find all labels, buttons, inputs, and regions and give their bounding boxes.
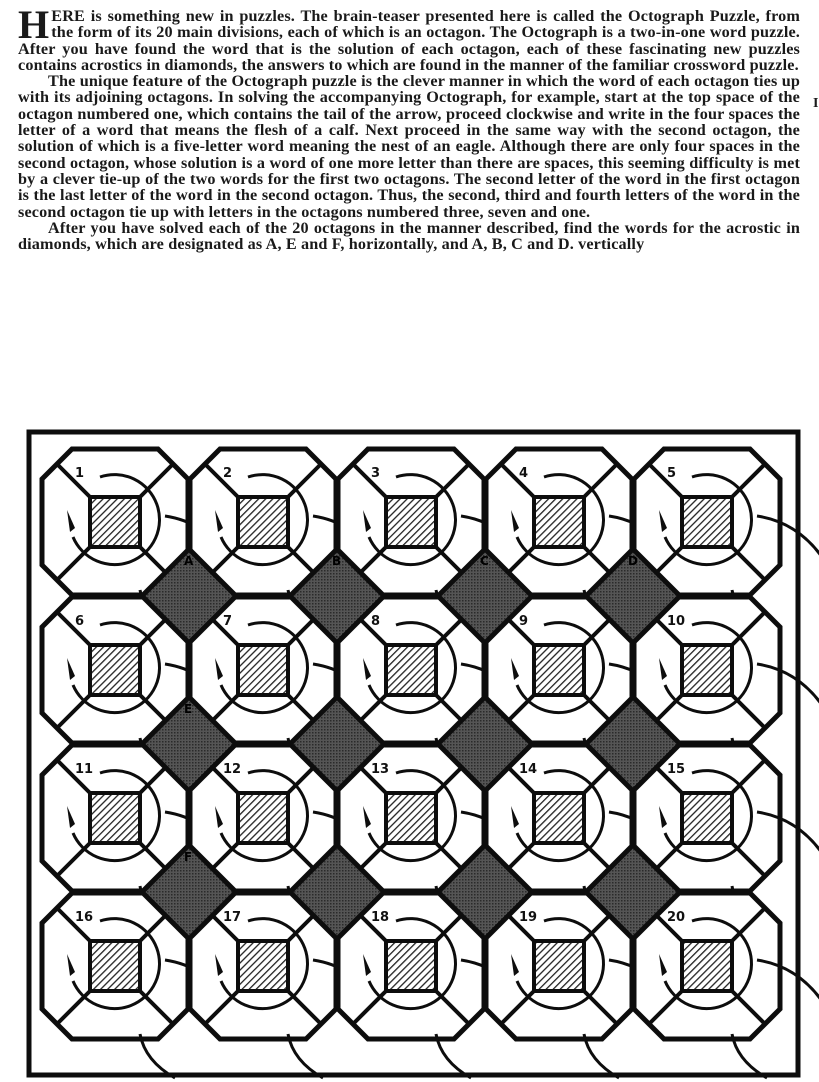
- hatched-square: [534, 497, 584, 547]
- octagon-number: 9: [519, 614, 529, 629]
- hatched-square: [90, 645, 140, 695]
- hatched-square: [386, 793, 436, 843]
- diamond-letter: C: [480, 554, 489, 568]
- hatched-square: [238, 793, 288, 843]
- octagon-number: 7: [223, 614, 233, 629]
- octagon-number: 1: [75, 466, 85, 481]
- hatched-square: [534, 941, 584, 991]
- hatched-square: [386, 497, 436, 547]
- diamond-letter: A: [184, 554, 194, 568]
- hatched-square: [238, 941, 288, 991]
- octagon-number: 8: [371, 614, 381, 629]
- hatched-square: [682, 645, 732, 695]
- octagon-grid: [42, 449, 819, 1078]
- hatched-square: [90, 497, 140, 547]
- octagon-number: 18: [371, 910, 390, 925]
- hatched-square: [90, 793, 140, 843]
- diamond-letter: F: [184, 850, 193, 864]
- diamond-letter: D: [628, 554, 638, 568]
- diamond-letter: E: [184, 702, 193, 716]
- octagon-number: 2: [223, 466, 233, 481]
- hatched-square: [386, 645, 436, 695]
- hatched-square: [534, 793, 584, 843]
- margin-mark: I: [813, 96, 819, 111]
- octagon-number: 11: [75, 762, 94, 777]
- diamond-letter: B: [332, 554, 342, 568]
- octagon-number: 3: [371, 466, 381, 481]
- octagon-number: 5: [667, 466, 677, 481]
- octagon-number: 14: [519, 762, 538, 777]
- octagon-number: 17: [223, 910, 242, 925]
- acrostic-paragraph: After you have solved each of the 20 octagons in the manner described, find the words for the acrostic in diamonds, which are designated as A, E and F, horizontally, and A, B, C and D. vertically: [18, 218, 800, 254]
- hatched-square: [386, 941, 436, 991]
- hatched-square: [238, 497, 288, 547]
- octagon-number: 13: [371, 762, 390, 777]
- hatched-square: [534, 645, 584, 695]
- hatched-square: [238, 645, 288, 695]
- octagon-number: 10: [667, 614, 686, 629]
- octagon-number: 19: [519, 910, 538, 925]
- rules-paragraph: The unique feature of the Octograph puzzle is the clever manner in which the word of each octagon ties up with its adjoining octagons. In solving the accompanying Octograph, for example, start at the top space of the octagon numbered one, which contains the tail of the arrow, proceed clockwise and write in the four spaces the letter of a word that means the flesh of a calf. Next proceed in the same way with the second octagon, the solution of which is a five-letter word meaning the nest of an eagle. Although there are only four spaces in the second octagon, whose solution is a word of one more letter than there are spaces, this seeming difficulty is met by a clever tie-up of the two words for the first two octagons. The second letter of the word in the first octagon is the last letter of the word in the second octagon. Thus, the second, third and fourth letters of the word in the second octagon tie up with letters in the octagons numbered three, seven and one.: [18, 72, 800, 221]
- hatched-square: [682, 497, 732, 547]
- hatched-square: [90, 941, 140, 991]
- octagon-number: 6: [75, 614, 85, 629]
- hatched-square: [682, 793, 732, 843]
- octagon-number: 12: [223, 762, 242, 777]
- intro-text: ERE is something new in puzzles. The brain-teaser presented here is called the Octograph Puzzle, from the form of its 20 main divisions, each of which is an octagon. The Octograph is a two-in-one word puzzle. After you have found the word that is the solution of each octagon, each of these fascinating new puzzles contains acrostics in diamonds, the answers to which are found in the manner of the familiar crossword puzzle.: [18, 7, 800, 74]
- octagon-cell[interactable]: [634, 893, 819, 1078]
- octagon-number: 20: [667, 910, 686, 925]
- octagon-number: 16: [75, 910, 94, 925]
- octagon-number: 15: [667, 762, 686, 777]
- hatched-square: [682, 941, 732, 991]
- drop-cap: H: [18, 2, 50, 47]
- octagon-number: 4: [519, 466, 529, 481]
